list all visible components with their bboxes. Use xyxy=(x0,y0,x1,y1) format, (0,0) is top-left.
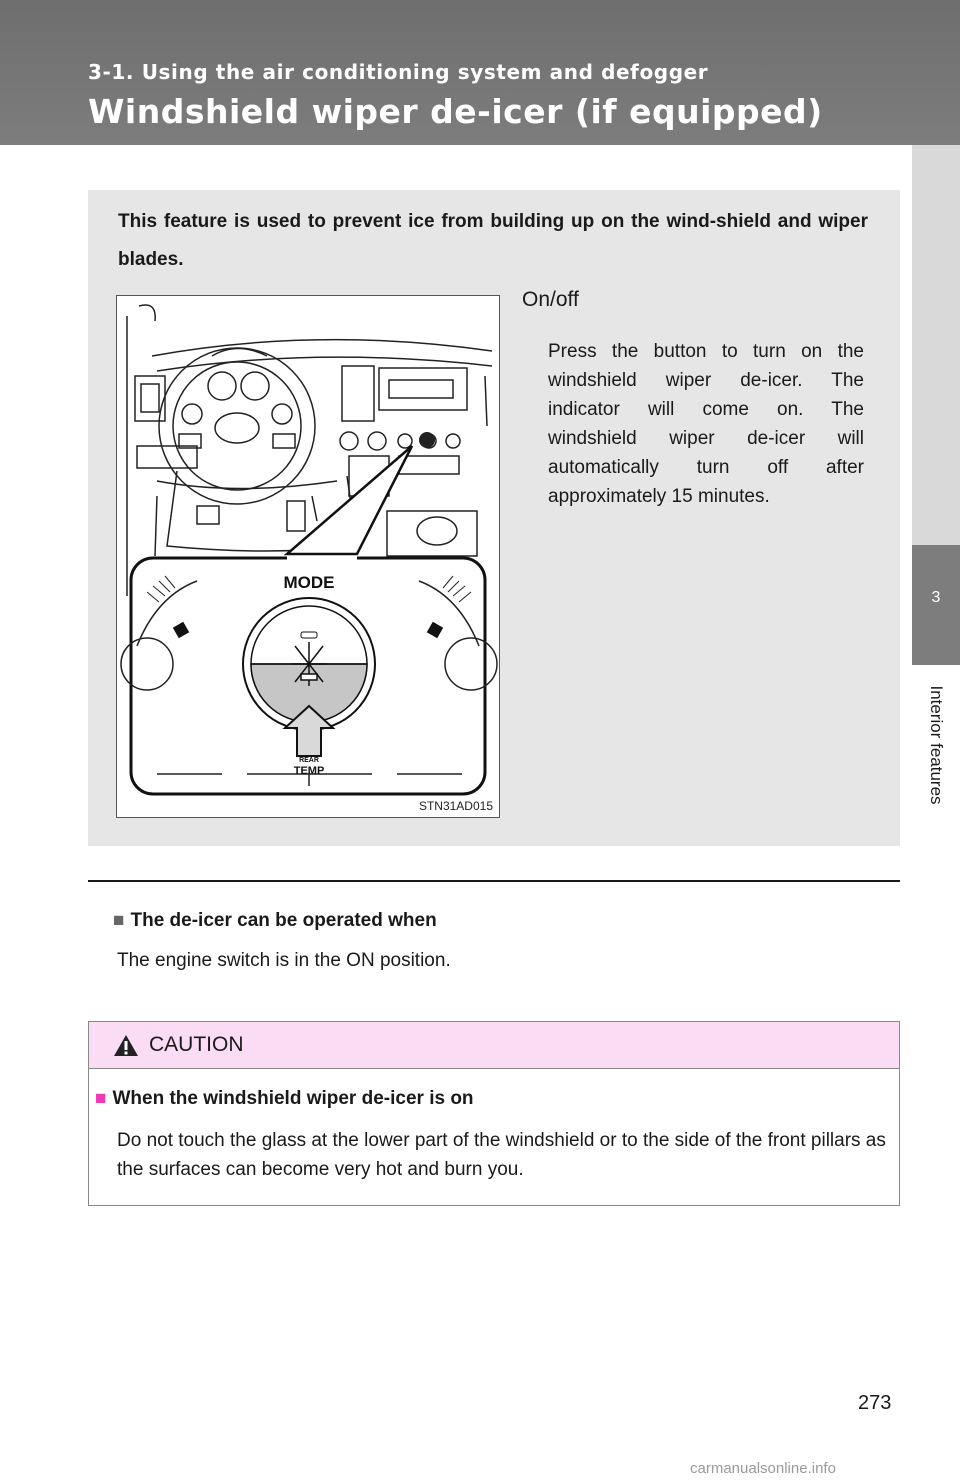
divider xyxy=(88,880,900,882)
caution-heading xyxy=(95,1088,474,1110)
condition-heading-text: The de-icer can be operated when xyxy=(130,910,437,931)
onoff-title: On/off xyxy=(522,288,579,311)
caution-title: CAUTION xyxy=(149,1033,244,1056)
intro-text: This feature is used to prevent ice from building up on the wind-shield and wiper blades. xyxy=(118,211,868,270)
dashboard-illustration xyxy=(116,295,500,818)
condition-text: The engine switch is in the ON position. xyxy=(117,950,451,971)
chapter-title: Interior features xyxy=(927,685,946,805)
onoff-body: Press the button to turn on the windshield wiper de-icer. The indicator will come on. The windshield wiper de-icer will automatically turn off after approximately 15 minutes. xyxy=(548,341,864,507)
chapter-number-tab[interactable]: 3 xyxy=(912,545,960,665)
caution-text: Do not touch the glass at the lower part of the windshield or to the side of the front pillars as the surfaces can become very hot and burn you. xyxy=(117,1130,886,1180)
chapter-title-tab xyxy=(912,665,960,825)
deicer-icon xyxy=(291,642,327,686)
condition-heading xyxy=(113,910,437,932)
page-number: 273 xyxy=(858,1392,892,1414)
page-title: Windshield wiper de-icer (if equipped) xyxy=(88,92,823,131)
warning-icon xyxy=(113,1034,139,1057)
dashboard-drawing xyxy=(117,296,501,819)
mode-label: MODE xyxy=(283,573,335,592)
rear-label: REAR xyxy=(299,757,319,764)
caution-header xyxy=(89,1022,899,1069)
section-label: 3-1. Using the air conditioning system and defogger xyxy=(88,60,709,84)
caution-heading-text: When the windshield wiper de-icer is on xyxy=(112,1088,474,1109)
watermark: carmanualsonline.info xyxy=(690,1460,836,1477)
temp-label: TEMP xyxy=(293,765,325,777)
bullet-square-pink: ■ xyxy=(95,1088,107,1109)
figure-code: STN31AD015 xyxy=(418,799,493,813)
caution-box xyxy=(88,1021,900,1206)
bullet-square: ■ xyxy=(113,910,125,931)
page-header xyxy=(0,0,960,145)
